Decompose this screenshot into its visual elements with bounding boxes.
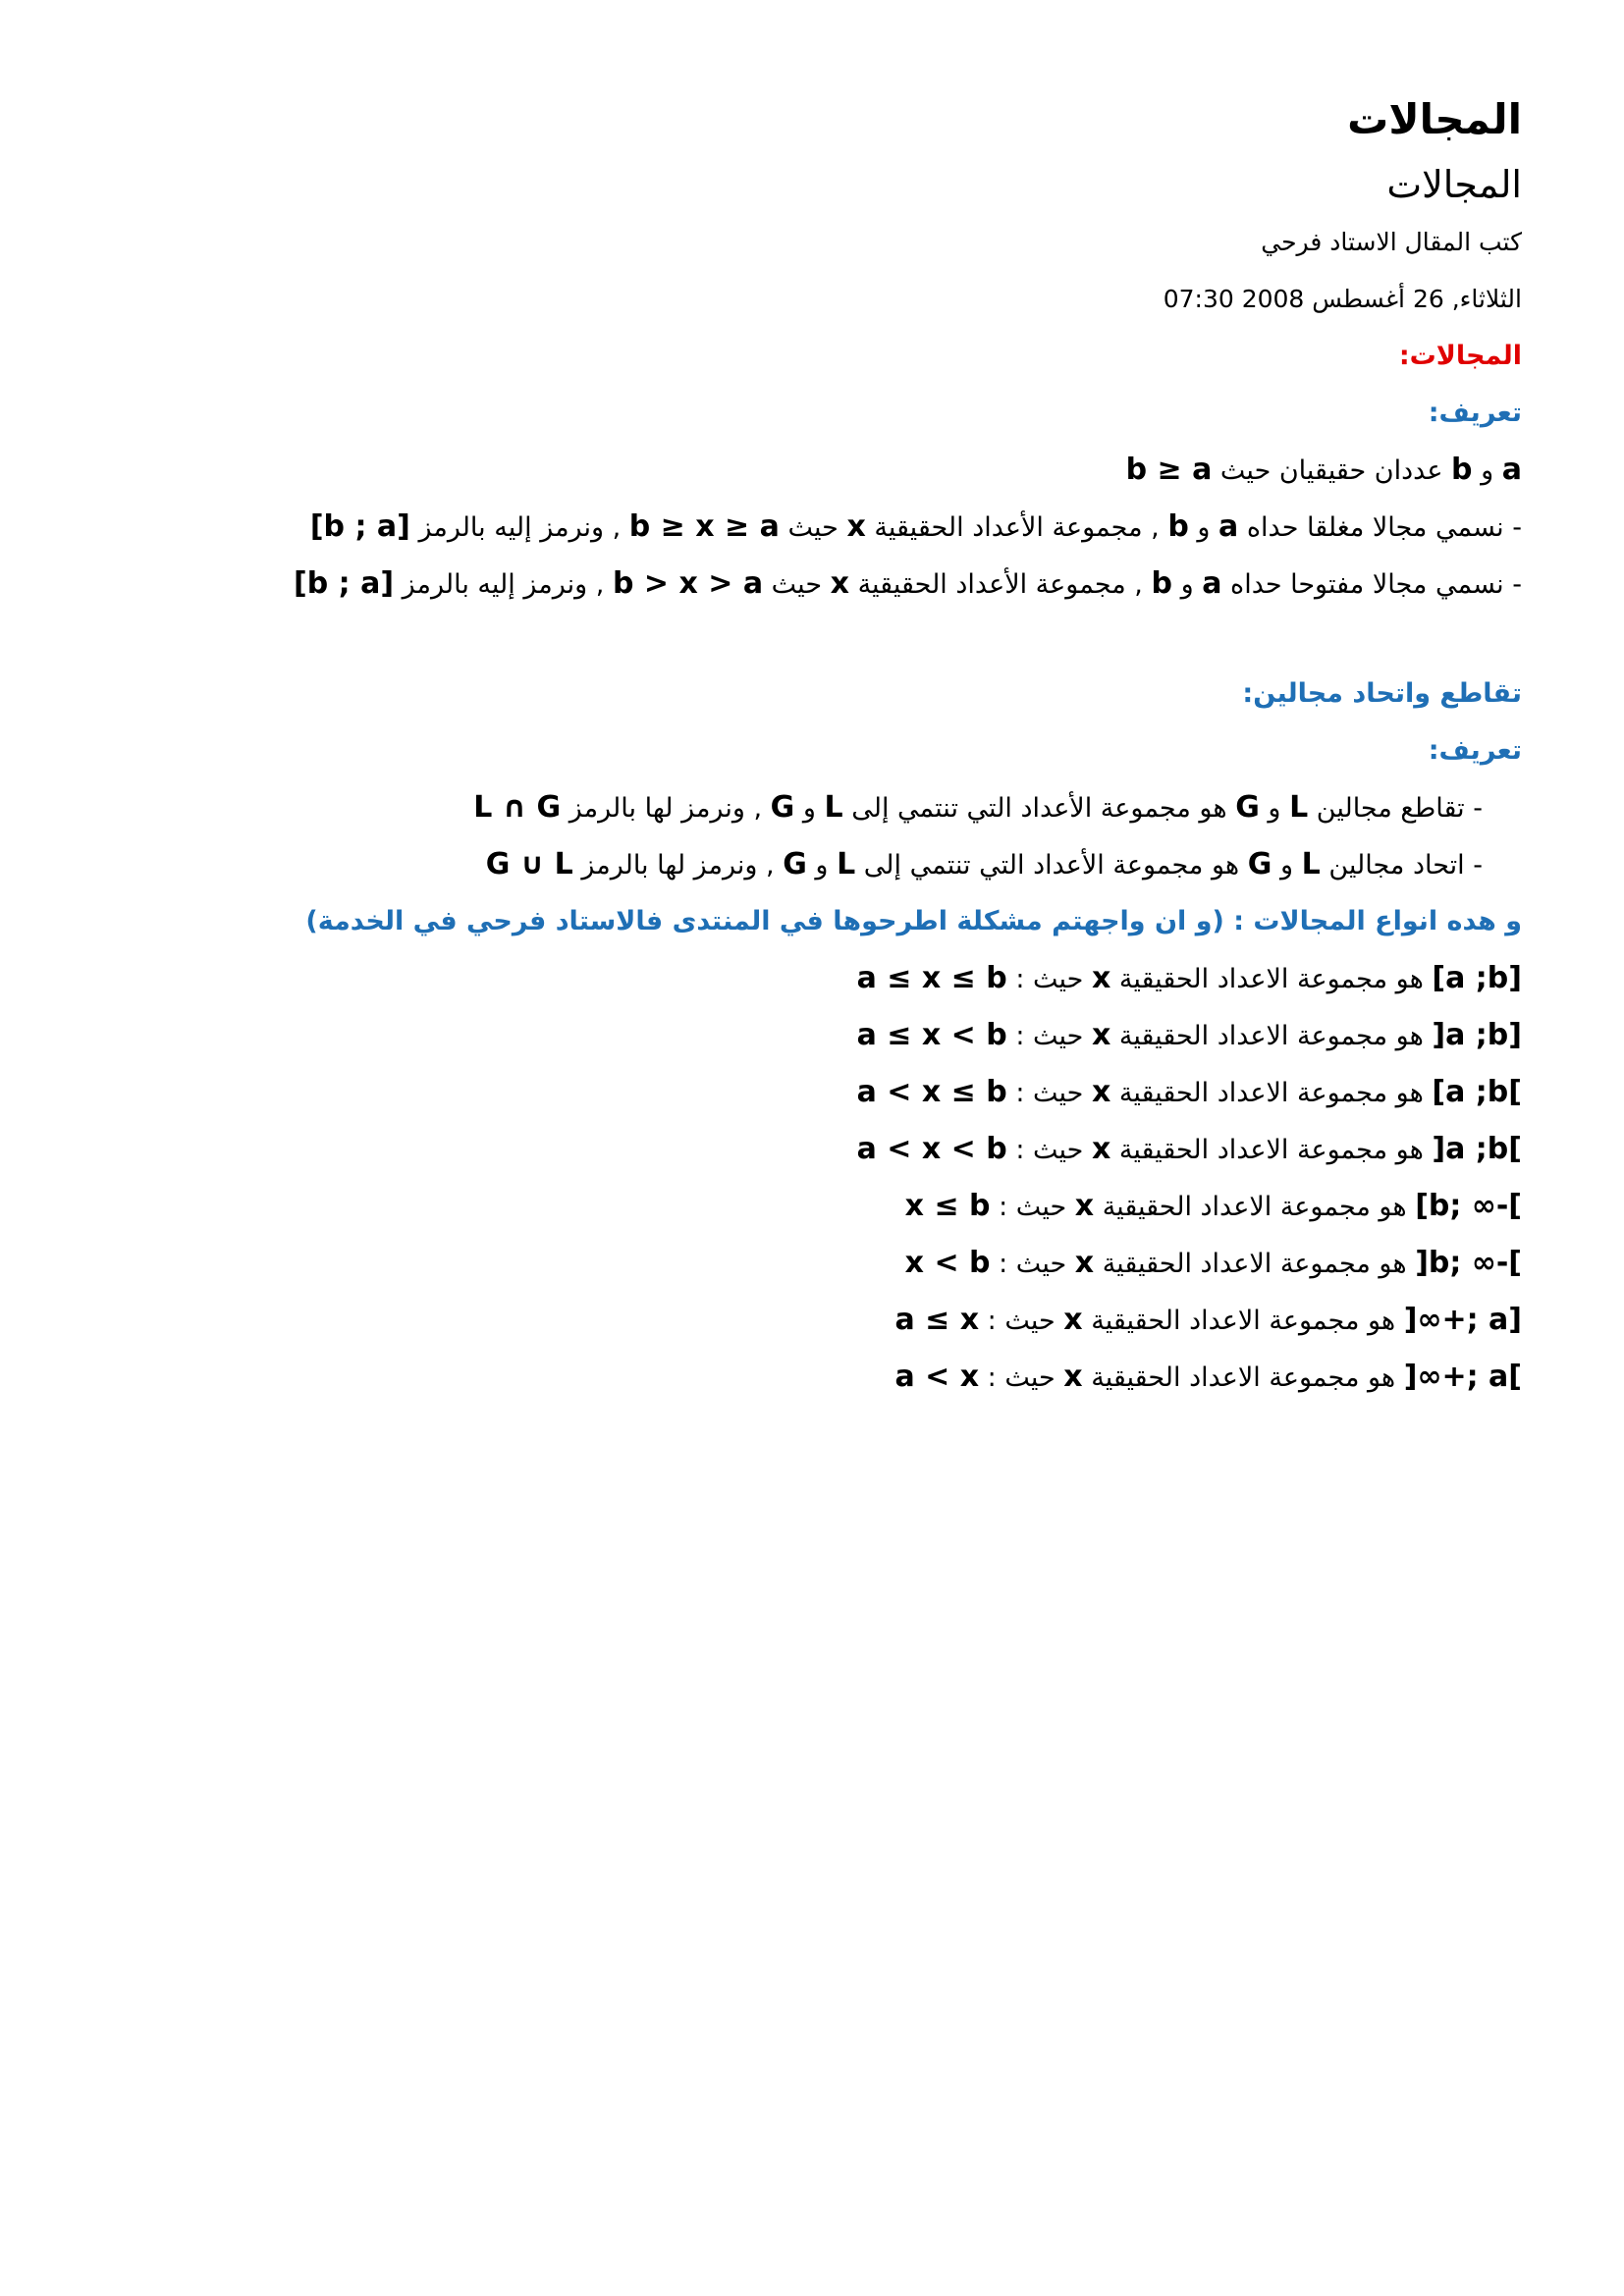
where-label: حيث : <box>1015 964 1084 994</box>
interval-condition: a < x ≤ b <box>856 1075 1007 1109</box>
where-label: حيث : <box>987 1306 1056 1336</box>
document-page <box>245 88 1522 1406</box>
page-title: المجالات <box>1347 95 1522 143</box>
where-label: حيث : <box>999 1249 1067 1279</box>
author-line: كتب المقال الاستاد فرحي <box>1261 228 1522 256</box>
variable-x: x <box>1091 1018 1111 1052</box>
variable-x: x <box>1074 1189 1095 1223</box>
interval-notation: [b; ∞-[ <box>1415 1189 1522 1223</box>
interval-description: هو مجموعة الاعداد الحقيقية <box>1102 1192 1407 1222</box>
interval-row <box>245 1121 1522 1178</box>
interval-condition: x ≤ b <box>904 1189 991 1223</box>
interval-description: هو مجموعة الاعداد الحقيقية <box>1118 964 1424 994</box>
definition-line-real-numbers: a و b عددان حقيقيان حيث b ≥ a <box>1125 453 1522 487</box>
section-heading-intervals: المجالات: <box>1398 341 1522 371</box>
interval-condition: a ≤ x ≤ b <box>856 961 1007 995</box>
section-heading-interval-types: و هده انواع المجالات : (و ان واجهتم مشكلة اطرحوها في المنتدى فالاستاد فرحي في الخدمة) <box>305 906 1522 936</box>
section-heading-intersection-union: تقاطع واتحاد مجالين: <box>1242 678 1522 709</box>
interval-row <box>245 950 1522 1007</box>
interval-row <box>245 1349 1522 1406</box>
interval-row <box>245 1178 1522 1235</box>
interval-row <box>245 1235 1522 1292</box>
interval-description: هو مجموعة الاعداد الحقيقية <box>1118 1135 1424 1165</box>
variable-x: x <box>1074 1246 1095 1280</box>
definition-label-2: تعريف: <box>1428 735 1522 766</box>
interval-condition: a < x < b <box>856 1132 1007 1166</box>
interval-row <box>245 1064 1522 1121</box>
definition-line-closed-interval: - نسمي مجالا مغلقا حداه a و b , مجموعة الأعداد الحقيقية x حيث b ≥ x ≥ a , ونرمز إليه بالرمز [b ; a] <box>309 509 1522 544</box>
interval-notation: ]a ;b[ <box>1432 1132 1522 1166</box>
variable-x: x <box>1063 1360 1083 1394</box>
interval-description: هو مجموعة الاعداد الحقيقية <box>1102 1249 1407 1279</box>
variable-x: x <box>1091 961 1111 995</box>
article-title: المجالات <box>1386 163 1522 206</box>
interval-notation: ]a ;b] <box>1432 1018 1522 1052</box>
interval-row <box>245 1007 1522 1064</box>
union-definition: - اتحاد مجالين L و G هو مجموعة الأعداد التي تنتمي إلى L و G , ونرمز لها بالرمز G ∪ L <box>485 847 1483 881</box>
interval-notation: ]∞+; a] <box>1403 1303 1522 1337</box>
where-label: حيث : <box>999 1192 1067 1222</box>
interval-notation: [a ;b] <box>1432 961 1522 995</box>
where-label: حيث : <box>1015 1135 1084 1165</box>
interval-description: هو مجموعة الاعداد الحقيقية <box>1091 1362 1396 1393</box>
interval-description: هو مجموعة الاعداد الحقيقية <box>1091 1306 1396 1336</box>
interval-condition: a ≤ x < b <box>856 1018 1007 1052</box>
variable-x: x <box>1091 1075 1111 1109</box>
interval-condition: a ≤ x <box>894 1303 980 1337</box>
interval-condition: a < x <box>894 1360 980 1394</box>
date-line: الثلاثاء, 26 أغسطس 2008 07:30 <box>1163 285 1522 313</box>
variable-x: x <box>1091 1132 1111 1166</box>
spacer <box>245 613 1522 666</box>
where-label: حيث : <box>1015 1021 1084 1051</box>
where-label: حيث : <box>1015 1078 1084 1108</box>
variable-x: x <box>1063 1303 1083 1337</box>
interval-notation: [a ;b[ <box>1432 1075 1522 1109</box>
intersection-definition: - تقاطع مجالين L و G هو مجموعة الأعداد التي تنتمي إلى L و G , ونرمز لها بالرمز L ∩ G <box>473 790 1483 825</box>
interval-description: هو مجموعة الاعداد الحقيقية <box>1118 1078 1424 1108</box>
interval-list <box>245 950 1522 1406</box>
interval-row <box>245 1292 1522 1349</box>
definition-label: تعريف: <box>1428 398 1522 428</box>
definition-line-open-interval: - نسمي مجالا مفتوحا حداه a و b , مجموعة الأعداد الحقيقية x حيث b > x > a , ونرمز إليه بالرمز [b ; a] <box>294 566 1522 601</box>
interval-notation: ]∞+; a[ <box>1403 1360 1522 1394</box>
interval-condition: x < b <box>904 1246 991 1280</box>
where-label: حيث : <box>987 1362 1056 1393</box>
interval-notation: ]b; ∞-[ <box>1415 1246 1522 1280</box>
interval-description: هو مجموعة الاعداد الحقيقية <box>1118 1021 1424 1051</box>
